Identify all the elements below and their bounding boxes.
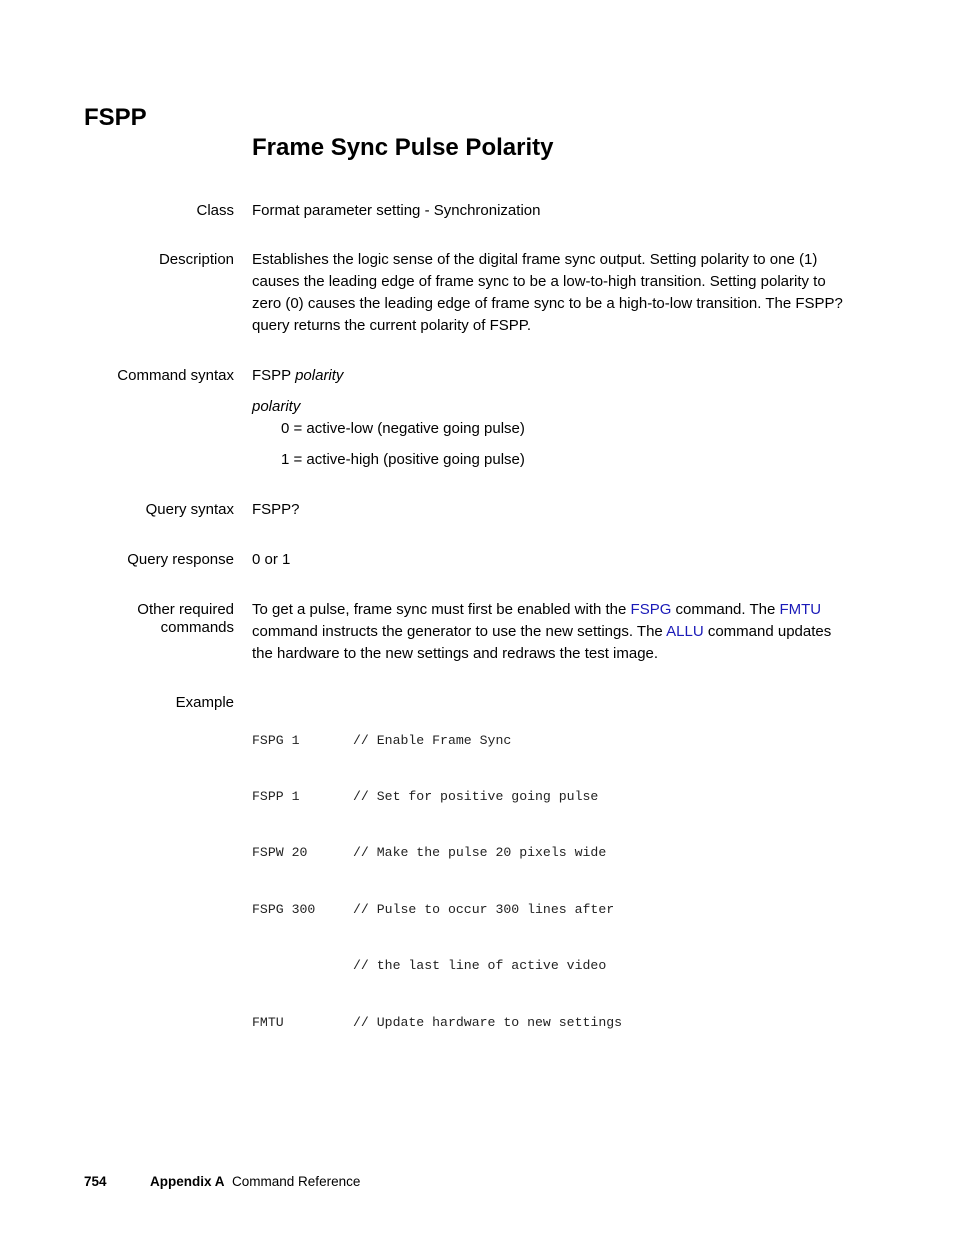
query-syntax-value: FSPP? — [252, 501, 300, 518]
code-line — [252, 901, 872, 920]
description-label: Description — [158, 251, 234, 268]
example-code-block — [252, 694, 872, 1070]
text-fragment: command instructs the generator to use the new settings. The — [252, 623, 667, 640]
footer-appendix: Appendix A — [150, 1174, 225, 1189]
allu-link[interactable]: ALLU — [666, 623, 704, 640]
code-command: FSPP 1 — [252, 788, 300, 804]
code-comment: // Make the pulse 20 pixels wide — [353, 845, 607, 861]
description-line: zero (0) causes the leading edge of frame sync to be a high-to-low transition. The FSPP? — [252, 295, 843, 312]
footer-section: Command Reference — [232, 1174, 361, 1189]
page-footer — [84, 1174, 360, 1190]
code-command: FSPW 20 — [252, 845, 308, 861]
page-number: 754 — [84, 1174, 107, 1189]
code-line — [252, 957, 872, 976]
query-response-label: Query response — [127, 551, 234, 568]
other-commands-line — [252, 599, 872, 621]
code-line — [252, 844, 872, 863]
example-label: Example — [175, 694, 234, 711]
code-comment: // Enable Frame Sync — [353, 732, 512, 748]
other-commands-line: the hardware to the new settings and redraws the test image. — [252, 645, 659, 662]
command-syntax-label: Command syntax — [117, 367, 234, 384]
description-text — [252, 249, 872, 337]
class-value: Format parameter setting - Synchronization — [252, 202, 541, 219]
code-line — [252, 732, 872, 751]
code-line — [252, 788, 872, 807]
code-command: FMTU — [252, 1014, 284, 1030]
query-response-value: 0 or 1 — [252, 551, 291, 568]
code-command: FSPG 300 — [252, 901, 316, 917]
code-comment: // Update hardware to new settings — [353, 1014, 623, 1030]
description-line: Establishes the logic sense of the digital frame sync output. Setting polarity to one (1) — [252, 251, 818, 268]
other-commands-label — [34, 601, 234, 637]
code-comment: // Pulse to occur 300 lines after — [353, 901, 615, 917]
code-command: FSPG 1 — [252, 732, 300, 748]
syntax-param: polarity — [295, 367, 344, 384]
text-fragment: command. The — [671, 601, 780, 618]
command-syntax-content — [252, 365, 872, 471]
fmtu-link[interactable]: FMTU — [779, 601, 822, 618]
class-label: Class — [196, 202, 234, 219]
other-commands-text — [252, 599, 872, 665]
param-heading: polarity — [252, 398, 301, 415]
code-comment: // the last line of active video — [353, 958, 607, 974]
fspg-link[interactable]: FSPG — [630, 601, 672, 618]
syntax-keyword: FSPP — [252, 367, 291, 384]
description-line: causes the leading edge of frame sync to be a low-to-high transition. Setting polarity to — [252, 273, 826, 290]
syntax-line — [252, 365, 872, 387]
command-title: Frame Sync Pulse Polarity — [252, 134, 554, 161]
other-commands-label-line: Other required — [137, 601, 234, 618]
other-commands-label-line: commands — [160, 619, 234, 636]
other-commands-line — [252, 621, 872, 643]
code-comment: // Set for positive going pulse — [353, 788, 599, 804]
command-name: FSPP — [84, 104, 147, 131]
param-option: 1 = active-high (positive going pulse) — [281, 451, 525, 468]
description-line: query returns the current polarity of FSPP. — [252, 317, 532, 334]
param-option: 0 = active-low (negative going pulse) — [281, 420, 525, 437]
query-syntax-label: Query syntax — [145, 501, 234, 518]
text-fragment: To get a pulse, frame sync must first be enabled with the — [252, 601, 631, 618]
code-line — [252, 1014, 872, 1033]
text-fragment: command updates — [703, 623, 832, 640]
